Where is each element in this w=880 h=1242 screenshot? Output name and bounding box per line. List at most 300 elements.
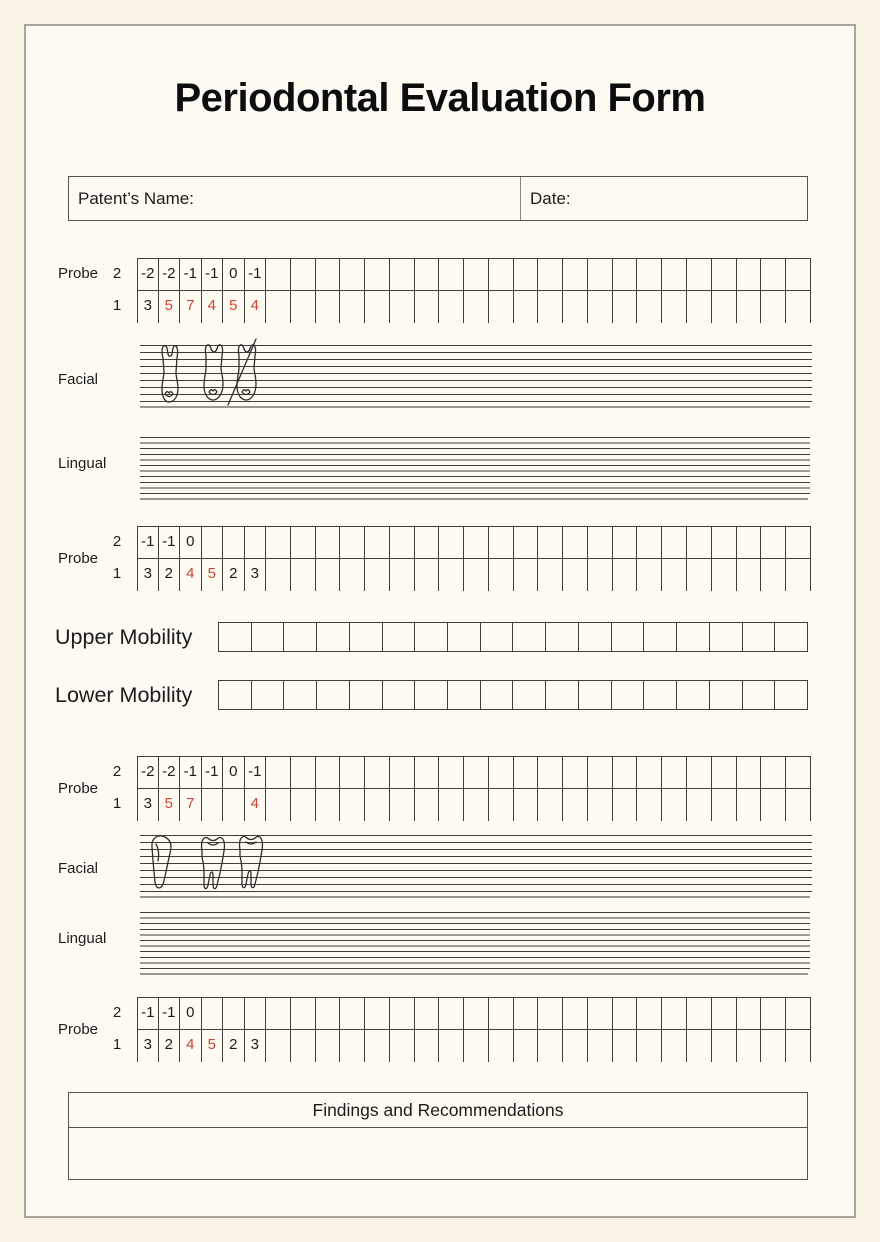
tooth-drawing: [230, 341, 264, 405]
probe-cell[interactable]: [687, 291, 712, 323]
mobility-cell[interactable]: [448, 623, 481, 651]
probe-cell[interactable]: [489, 559, 514, 591]
probe-cell[interactable]: [563, 559, 588, 591]
probe-cell[interactable]: [588, 259, 613, 290]
probe-cell[interactable]: [786, 789, 811, 821]
probe-cell[interactable]: [316, 1030, 341, 1062]
probe-cell[interactable]: [737, 527, 762, 558]
probe-grid: [137, 756, 811, 821]
probe-cell[interactable]: [439, 291, 464, 323]
probe-cell[interactable]: 5: [159, 291, 181, 323]
probe-cell[interactable]: [202, 789, 224, 821]
probe-cell[interactable]: [464, 998, 489, 1029]
probe-row2-label: 2: [112, 533, 122, 550]
probe-cell[interactable]: [538, 291, 563, 323]
mobility-cell[interactable]: [415, 681, 448, 709]
probe-cell[interactable]: [538, 259, 563, 290]
probe-cell[interactable]: [588, 789, 613, 821]
probe-cell[interactable]: [340, 291, 365, 323]
probe-cell[interactable]: 3: [137, 559, 159, 591]
probe-cell[interactable]: 4: [245, 789, 267, 821]
probe-cell[interactable]: [316, 998, 341, 1029]
probe-cell[interactable]: [365, 527, 390, 558]
probe-cell[interactable]: [761, 527, 786, 558]
mobility-cell[interactable]: [317, 623, 350, 651]
probe-cell[interactable]: [514, 1030, 539, 1062]
probe-cell[interactable]: [415, 527, 440, 558]
lingual-label: Lingual: [58, 930, 107, 947]
probe-cell[interactable]: [415, 291, 440, 323]
probe-cell[interactable]: [712, 1030, 737, 1062]
page-title: Periodontal Evaluation Form: [174, 76, 706, 120]
probe-cell[interactable]: [637, 1030, 662, 1062]
probe-cell[interactable]: [266, 789, 291, 821]
mobility-cell[interactable]: [743, 623, 776, 651]
probe-cell[interactable]: [538, 527, 563, 558]
probe-cell[interactable]: [637, 559, 662, 591]
probe-cell[interactable]: 3: [137, 1030, 159, 1062]
mobility-cell[interactable]: [448, 681, 481, 709]
mobility-cell[interactable]: [383, 681, 416, 709]
probe-cell[interactable]: [786, 527, 811, 558]
probe-cell[interactable]: [687, 559, 712, 591]
probe-cell[interactable]: [737, 559, 762, 591]
probe-cell[interactable]: -1: [137, 527, 159, 558]
probe-cell[interactable]: [662, 1030, 687, 1062]
probe-cell[interactable]: [687, 789, 712, 821]
probe-cell[interactable]: [266, 527, 291, 558]
probe-cell[interactable]: [464, 527, 489, 558]
probe-cell[interactable]: [687, 1030, 712, 1062]
probe-cell[interactable]: [538, 757, 563, 788]
probe-cell[interactable]: [588, 1030, 613, 1062]
probe-cell[interactable]: [613, 259, 638, 290]
probe-row: [137, 998, 811, 1030]
probe-cell[interactable]: [489, 1030, 514, 1062]
probe-cell[interactable]: [439, 259, 464, 290]
probe-cell[interactable]: [316, 291, 341, 323]
probe-cell[interactable]: [316, 259, 341, 290]
probe-cell[interactable]: [538, 998, 563, 1029]
probe-cell[interactable]: [365, 291, 390, 323]
probe-cell[interactable]: [761, 757, 786, 788]
probe-cell[interactable]: 5: [202, 559, 224, 591]
findings-title: Findings and Recommendations: [69, 1093, 807, 1128]
probe-cell[interactable]: [786, 757, 811, 788]
probe-cell[interactable]: [588, 998, 613, 1029]
probe-cell[interactable]: [786, 259, 811, 290]
probe-cell[interactable]: [761, 291, 786, 323]
probe-label: Probe: [58, 265, 99, 282]
probe-cell[interactable]: 4: [202, 291, 224, 323]
probe-chart-lower-bottom: [0, 997, 880, 1063]
probe-cell[interactable]: [390, 527, 415, 558]
probe-cell[interactable]: [563, 998, 588, 1029]
probe-cell[interactable]: [637, 259, 662, 290]
probe-cell[interactable]: -1: [137, 998, 159, 1029]
lower-mobility-label: Lower Mobility: [55, 683, 193, 707]
probe-grid: [137, 258, 811, 323]
findings-box: [68, 1092, 808, 1180]
probe-cell[interactable]: [489, 291, 514, 323]
probe-cell[interactable]: [340, 259, 365, 290]
probe-cell[interactable]: [563, 527, 588, 558]
tooth-drawing: [233, 832, 269, 894]
probe-cell[interactable]: [365, 259, 390, 290]
probe-cell[interactable]: [662, 259, 687, 290]
probe-cell[interactable]: [291, 527, 316, 558]
probe-cell[interactable]: [761, 559, 786, 591]
probe-cell[interactable]: [439, 757, 464, 788]
patient-name-label: Patent’s Name:: [78, 188, 194, 208]
probe-cell[interactable]: [662, 998, 687, 1029]
probe-row1-label: 1: [112, 565, 122, 582]
probe-cell[interactable]: [637, 757, 662, 788]
lower-mobility-row: [0, 680, 880, 712]
probe-cell[interactable]: [390, 1030, 415, 1062]
probe-cell[interactable]: -2: [137, 259, 159, 290]
probe-cell[interactable]: [613, 757, 638, 788]
probe-cell[interactable]: [266, 559, 291, 591]
probe-cell[interactable]: [291, 789, 316, 821]
probe-cell[interactable]: [266, 998, 291, 1029]
probe-cell[interactable]: [365, 1030, 390, 1062]
probe-cell[interactable]: [390, 789, 415, 821]
mobility-cell[interactable]: [743, 681, 776, 709]
probe-cell[interactable]: [464, 559, 489, 591]
probe-cell[interactable]: [514, 291, 539, 323]
probe-cell[interactable]: [464, 291, 489, 323]
probe-cell[interactable]: [637, 789, 662, 821]
probe-cell[interactable]: [563, 789, 588, 821]
probe-cell[interactable]: [637, 527, 662, 558]
probe-cell[interactable]: [514, 757, 539, 788]
mobility-cell[interactable]: [710, 681, 743, 709]
probe-chart-upper-bottom: [0, 526, 880, 592]
probe-cell[interactable]: -1: [180, 259, 202, 290]
probe-cell[interactable]: [538, 559, 563, 591]
probe-cell[interactable]: 0: [223, 757, 245, 788]
probe-cell[interactable]: [316, 757, 341, 788]
probe-cell[interactable]: [737, 789, 762, 821]
probe-cell[interactable]: [588, 757, 613, 788]
probe-cell[interactable]: [687, 998, 712, 1029]
probe-label: Probe: [58, 780, 99, 797]
probe-cell[interactable]: [316, 527, 341, 558]
probe-cell[interactable]: [340, 559, 365, 591]
probe-cell[interactable]: [737, 291, 762, 323]
mobility-cell[interactable]: [252, 623, 285, 651]
probe-cell[interactable]: [365, 757, 390, 788]
probe-cell[interactable]: [390, 559, 415, 591]
probe-cell[interactable]: [588, 559, 613, 591]
probe-cell[interactable]: [340, 527, 365, 558]
probe-cell[interactable]: [266, 757, 291, 788]
probe-cell[interactable]: [464, 1030, 489, 1062]
probe-cell[interactable]: 5: [202, 1030, 224, 1062]
probe-cell[interactable]: [489, 757, 514, 788]
probe-cell[interactable]: [637, 291, 662, 323]
probe-cell[interactable]: [712, 559, 737, 591]
probe-cell[interactable]: [291, 757, 316, 788]
probe-cell[interactable]: [340, 998, 365, 1029]
probe-cell[interactable]: [662, 789, 687, 821]
facial-label: Facial: [58, 371, 99, 388]
probe-cell[interactable]: [439, 559, 464, 591]
date-field[interactable]: [521, 177, 807, 220]
probe-cell[interactable]: [415, 757, 440, 788]
probe-cell[interactable]: [415, 259, 440, 290]
probe-cell[interactable]: [439, 789, 464, 821]
mobility-cell[interactable]: [775, 623, 807, 651]
mobility-cell[interactable]: [284, 681, 317, 709]
patient-name-field[interactable]: [69, 177, 521, 220]
probe-cell[interactable]: [687, 757, 712, 788]
probe-cell[interactable]: [613, 1030, 638, 1062]
probe-cell[interactable]: [786, 291, 811, 323]
probe-cell[interactable]: [291, 259, 316, 290]
mobility-cell[interactable]: [481, 681, 514, 709]
probe-cell[interactable]: [588, 291, 613, 323]
mobility-cell[interactable]: [284, 623, 317, 651]
probe-cell[interactable]: -1: [245, 259, 267, 290]
mobility-cell[interactable]: [219, 681, 252, 709]
probe-cell[interactable]: [340, 789, 365, 821]
probe-cell[interactable]: [390, 291, 415, 323]
probe-cell[interactable]: [613, 998, 638, 1029]
probe-cell[interactable]: [662, 291, 687, 323]
mobility-cell[interactable]: [481, 623, 514, 651]
mobility-cell[interactable]: [644, 623, 677, 651]
probe-row1-label: 1: [112, 297, 122, 314]
mobility-cell[interactable]: [546, 681, 579, 709]
probe-cell[interactable]: [464, 259, 489, 290]
probe-cell[interactable]: [316, 789, 341, 821]
probe-cell[interactable]: 3: [137, 291, 159, 323]
probe-cell[interactable]: [786, 559, 811, 591]
probe-cell[interactable]: [761, 789, 786, 821]
mobility-cell[interactable]: [644, 681, 677, 709]
probe-row2-label: 2: [112, 763, 122, 780]
probe-cell[interactable]: [340, 757, 365, 788]
mobility-cell[interactable]: [546, 623, 579, 651]
probe-cell[interactable]: [613, 527, 638, 558]
probe-cell[interactable]: [737, 1030, 762, 1062]
tooth-drawing: [197, 341, 231, 405]
lingual-label: Lingual: [58, 455, 107, 472]
tooth-drawing: [145, 833, 177, 895]
probe-cell[interactable]: [538, 1030, 563, 1062]
mobility-cell[interactable]: [350, 623, 383, 651]
mobility-cell[interactable]: [252, 681, 285, 709]
probe-cell[interactable]: [514, 998, 539, 1029]
probe-row: [137, 259, 811, 291]
probe-cell[interactable]: -1: [202, 757, 224, 788]
probe-cell[interactable]: [712, 789, 737, 821]
probe-cell[interactable]: [687, 259, 712, 290]
probe-cell[interactable]: -2: [159, 259, 181, 290]
probe-cell[interactable]: -1: [180, 757, 202, 788]
probe-cell[interactable]: [687, 527, 712, 558]
probe-cell[interactable]: [316, 559, 341, 591]
probe-cell[interactable]: [415, 789, 440, 821]
probe-cell[interactable]: [266, 259, 291, 290]
facial-chart-upper: [140, 345, 812, 402]
mobility-cell[interactable]: [383, 623, 416, 651]
probe-row2-label: 2: [112, 1004, 122, 1021]
mobility-cell[interactable]: [513, 623, 546, 651]
probe-cell[interactable]: -2: [137, 757, 159, 788]
date-label: Date:: [530, 188, 571, 208]
probe-cell[interactable]: [662, 559, 687, 591]
mobility-cell[interactable]: [415, 623, 448, 651]
facial-chart-lower: [140, 835, 812, 892]
probe-cell[interactable]: [489, 259, 514, 290]
probe-cell[interactable]: [489, 527, 514, 558]
probe-cell[interactable]: [464, 789, 489, 821]
probe-cell[interactable]: [712, 757, 737, 788]
mobility-cell[interactable]: [350, 681, 383, 709]
probe-cell[interactable]: [712, 291, 737, 323]
probe-cell[interactable]: [439, 527, 464, 558]
probe-cell[interactable]: [266, 291, 291, 323]
probe-cell[interactable]: [245, 998, 267, 1029]
probe-row1-label: 1: [112, 795, 122, 812]
probe-cell[interactable]: [514, 259, 539, 290]
mobility-cell[interactable]: [317, 681, 350, 709]
probe-cell[interactable]: [489, 998, 514, 1029]
probe-cell[interactable]: 4: [180, 1030, 202, 1062]
probe-cell[interactable]: [761, 998, 786, 1029]
probe-cell[interactable]: [662, 527, 687, 558]
probe-cell[interactable]: [223, 998, 245, 1029]
probe-cell[interactable]: [464, 757, 489, 788]
probe-cell[interactable]: 0: [180, 998, 202, 1029]
probe-row: [137, 559, 811, 591]
probe-cell[interactable]: -2: [159, 757, 181, 788]
probe-cell[interactable]: 2: [223, 1030, 245, 1062]
probe-cell[interactable]: [514, 559, 539, 591]
probe-cell[interactable]: [588, 527, 613, 558]
mobility-cell[interactable]: [219, 623, 252, 651]
probe-row: [137, 757, 811, 789]
probe-cell[interactable]: -1: [202, 259, 224, 290]
probe-cell[interactable]: -1: [159, 998, 181, 1029]
patient-info-box: [68, 176, 808, 221]
probe-cell[interactable]: [365, 998, 390, 1029]
probe-cell[interactable]: [786, 1030, 811, 1062]
probe-cell[interactable]: 5: [223, 291, 245, 323]
probe-cell[interactable]: [223, 527, 245, 558]
probe-cell[interactable]: [712, 527, 737, 558]
probe-cell[interactable]: [489, 789, 514, 821]
tooth-drawing: [195, 833, 231, 895]
probe-cell[interactable]: [613, 291, 638, 323]
probe-cell[interactable]: [291, 291, 316, 323]
mobility-cell[interactable]: [710, 623, 743, 651]
probe-cell[interactable]: [223, 789, 245, 821]
probe-cell[interactable]: [390, 998, 415, 1029]
probe-cell[interactable]: 2: [159, 1030, 181, 1062]
probe-cell[interactable]: 3: [245, 559, 267, 591]
probe-cell[interactable]: [390, 757, 415, 788]
probe-cell[interactable]: [737, 998, 762, 1029]
mobility-cell[interactable]: [579, 681, 612, 709]
probe-cell[interactable]: 5: [159, 789, 181, 821]
probe-cell[interactable]: 3: [137, 789, 159, 821]
probe-cell[interactable]: [291, 1030, 316, 1062]
probe-cell[interactable]: [415, 998, 440, 1029]
probe-cell[interactable]: 4: [245, 291, 267, 323]
probe-cell[interactable]: [291, 559, 316, 591]
probe-cell[interactable]: [202, 998, 224, 1029]
mobility-cell[interactable]: [513, 681, 546, 709]
probe-cell[interactable]: 0: [223, 259, 245, 290]
probe-cell[interactable]: [563, 1030, 588, 1062]
probe-cell[interactable]: 7: [180, 291, 202, 323]
probe-cell[interactable]: [761, 1030, 786, 1062]
probe-cell[interactable]: [761, 259, 786, 290]
probe-cell[interactable]: -1: [159, 527, 181, 558]
probe-cell[interactable]: [365, 789, 390, 821]
probe-cell[interactable]: 7: [180, 789, 202, 821]
mobility-cell[interactable]: [677, 623, 710, 651]
probe-cell[interactable]: [712, 259, 737, 290]
probe-cell[interactable]: -1: [245, 757, 267, 788]
lingual-chart-lower: [140, 912, 810, 969]
probe-cell[interactable]: 2: [223, 559, 245, 591]
mobility-cell[interactable]: [775, 681, 807, 709]
probe-cell[interactable]: [613, 789, 638, 821]
probe-cell[interactable]: [291, 998, 316, 1029]
mobility-cell[interactable]: [612, 681, 645, 709]
probe-cell[interactable]: [415, 1030, 440, 1062]
probe-cell[interactable]: [637, 998, 662, 1029]
mobility-cell[interactable]: [677, 681, 710, 709]
probe-cell[interactable]: [563, 259, 588, 290]
facial-label: Facial: [58, 860, 99, 877]
mobility-cell[interactable]: [612, 623, 645, 651]
findings-input-area[interactable]: [69, 1128, 807, 1179]
probe-cell[interactable]: [737, 259, 762, 290]
probe-cell[interactable]: [514, 789, 539, 821]
probe-cell[interactable]: [245, 527, 267, 558]
probe-cell[interactable]: 0: [180, 527, 202, 558]
tooth-drawing: [154, 342, 186, 406]
probe-cell[interactable]: [662, 757, 687, 788]
probe-cell[interactable]: 3: [245, 1030, 267, 1062]
probe-cell[interactable]: [390, 259, 415, 290]
probe-cell[interactable]: [563, 757, 588, 788]
probe-cell[interactable]: [340, 1030, 365, 1062]
probe-cell[interactable]: [202, 527, 224, 558]
probe-cell[interactable]: [514, 527, 539, 558]
probe-cell[interactable]: 2: [159, 559, 181, 591]
probe-cell[interactable]: [266, 1030, 291, 1062]
mobility-cell[interactable]: [579, 623, 612, 651]
probe-cell[interactable]: [613, 559, 638, 591]
probe-cell[interactable]: [415, 559, 440, 591]
probe-cell[interactable]: [439, 1030, 464, 1062]
probe-cell[interactable]: [786, 998, 811, 1029]
probe-cell[interactable]: [737, 757, 762, 788]
probe-cell[interactable]: [712, 998, 737, 1029]
probe-cell[interactable]: 4: [180, 559, 202, 591]
probe-cell[interactable]: [439, 998, 464, 1029]
probe-cell[interactable]: [563, 291, 588, 323]
probe-cell[interactable]: [365, 559, 390, 591]
probe-cell[interactable]: [538, 789, 563, 821]
